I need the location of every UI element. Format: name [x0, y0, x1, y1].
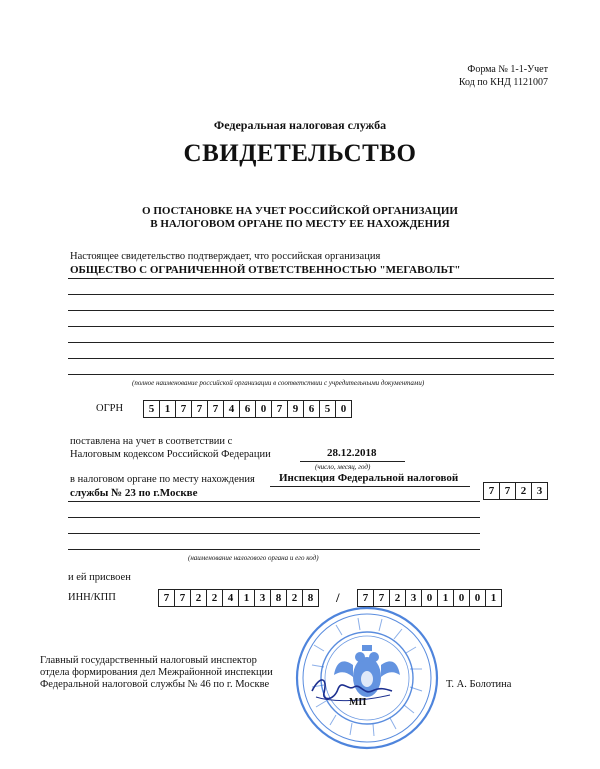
digit-box: 7	[158, 589, 175, 607]
digit-box: 2	[286, 589, 303, 607]
digit-box: 0	[469, 589, 486, 607]
digit-box: 5	[143, 400, 160, 418]
digit-box: 1	[437, 589, 454, 607]
registered-line2: Налоговым кодексом Российской Федерации	[70, 449, 271, 460]
tax-office-caption: (наименование налогового органа и его код)	[188, 554, 319, 562]
digit-box: 2	[389, 589, 406, 607]
knd-code: Код по КНД 1121007	[458, 77, 548, 88]
digit-box: 8	[270, 589, 287, 607]
digit-box: 0	[255, 400, 272, 418]
digit-box: 2	[190, 589, 207, 607]
tax-office-line	[68, 549, 480, 550]
official-seal	[294, 605, 440, 751]
signer-title-line3: Федеральной налоговой службы № 46 по г. Москве	[40, 679, 270, 690]
digit-box: 7	[174, 589, 191, 607]
digit-box: 4	[222, 589, 239, 607]
digit-box: 3	[531, 482, 548, 500]
assigned-text: и ей присвоен	[68, 572, 131, 583]
digit-box: 7	[191, 400, 208, 418]
subtitle-line2: В НАЛОГОВОМ ОРГАНЕ ПО МЕСТУ ЕЕ НАХОЖДЕНИЯ	[150, 218, 450, 230]
tax-office-name-2: службы № 23 по г.Москве	[70, 487, 198, 499]
digit-box: 2	[515, 482, 532, 500]
digit-box: 5	[319, 400, 336, 418]
authority: Федеральная налоговая служба	[213, 118, 387, 132]
ogrn-label: ОГРН	[96, 403, 124, 414]
org-line	[68, 294, 554, 295]
digit-box: 2	[206, 589, 223, 607]
page-title: СВИДЕТЕЛЬСТВО	[183, 140, 417, 167]
inn-kpp-separator: /	[336, 590, 340, 605]
tax-office-line	[270, 486, 470, 487]
signer-name: Т. А. Болотина	[446, 679, 512, 690]
tax-office-line	[68, 533, 480, 534]
digit-box: 7	[483, 482, 500, 500]
digit-box: 7	[175, 400, 192, 418]
org-line	[68, 278, 554, 279]
digit-box: 0	[335, 400, 352, 418]
registration-date: 28.12.2018	[327, 447, 377, 459]
org-line	[68, 326, 554, 327]
stamp-place-label: МП	[349, 697, 367, 708]
subtitle-line1: О ПОСТАНОВКЕ НА УЧЕТ РОССИЙСКОЙ ОРГАНИЗАЦИИ	[142, 205, 458, 217]
digit-box: 6	[303, 400, 320, 418]
digit-box: 4	[223, 400, 240, 418]
tax-office-line	[68, 501, 480, 502]
digit-box: 0	[421, 589, 438, 607]
signer-title-line2: отдела формирования дел Межрайонной инспекции	[40, 667, 273, 678]
form-number: Форма № 1-1-Учет	[467, 64, 548, 75]
digit-box: 7	[271, 400, 288, 418]
org-line	[68, 310, 554, 311]
digit-box: 3	[254, 589, 271, 607]
date-caption: (число, месяц, год)	[315, 463, 371, 471]
digit-box: 7	[373, 589, 390, 607]
digit-box: 7	[207, 400, 224, 418]
org-line	[68, 374, 554, 375]
digit-box: 7	[499, 482, 516, 500]
inn-kpp-label: ИНН/КПП	[68, 592, 116, 603]
date-line	[300, 461, 405, 462]
org-line	[68, 358, 554, 359]
ogrn-boxes	[143, 400, 351, 418]
digit-box: 0	[453, 589, 470, 607]
digit-box: 6	[239, 400, 256, 418]
digit-box: 3	[405, 589, 422, 607]
digit-box: 8	[302, 589, 319, 607]
intro-text: Настоящее свидетельство подтверждает, что российская организация	[70, 251, 381, 262]
digit-box: 9	[287, 400, 304, 418]
tax-office-line	[68, 517, 480, 518]
registered-line1: поставлена на учет в соответствии с	[70, 436, 233, 447]
org-line	[68, 342, 554, 343]
tax-office-code-boxes	[483, 482, 547, 500]
tax-office-prefix: в налоговом органе по месту нахождения	[70, 474, 255, 485]
signer-title-line1: Главный государственный налоговый инспектор	[40, 655, 257, 666]
org-name: ОБЩЕСТВО С ОГРАНИЧЕННОЙ ОТВЕТСТВЕННОСТЬЮ "МЕГАВОЛЬТ"	[70, 264, 461, 276]
digit-box: 1	[159, 400, 176, 418]
digit-box: 1	[238, 589, 255, 607]
tax-office-name-1: Инспекция Федеральной налоговой	[279, 472, 459, 484]
org-caption: (полное наименование российской организации в соответствии с учредительными документами)	[132, 379, 425, 387]
digit-box: 7	[357, 589, 374, 607]
digit-box: 1	[485, 589, 502, 607]
